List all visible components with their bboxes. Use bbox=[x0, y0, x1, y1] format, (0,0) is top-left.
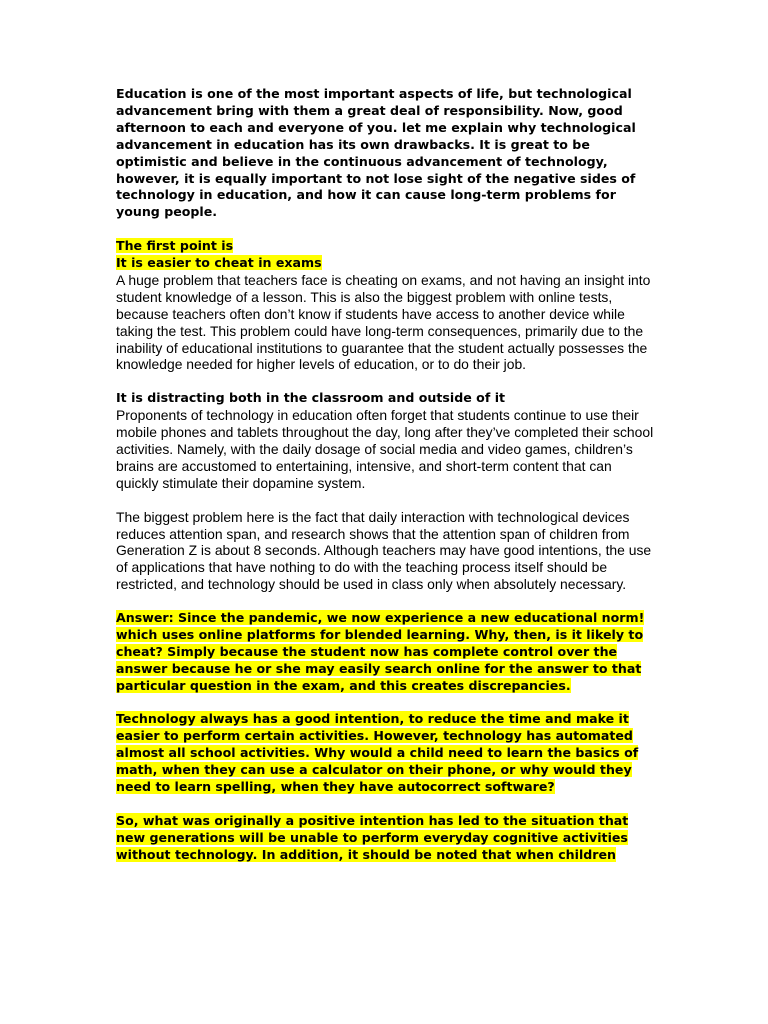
paragraph-spacer bbox=[116, 796, 656, 813]
technology-paragraph bbox=[116, 711, 656, 796]
second-point-heading bbox=[116, 390, 656, 407]
first-point-heading-text: It is easier to cheat in exams bbox=[116, 255, 322, 271]
second-point-body bbox=[116, 407, 656, 492]
first-point-label-text: The first point is bbox=[116, 238, 234, 254]
paragraph-spacer bbox=[116, 695, 656, 712]
paragraph-spacer bbox=[116, 221, 656, 238]
conclusion-paragraph bbox=[116, 813, 656, 864]
first-point-body-text: A huge problem that teachers face is cheating on exams, and not having an insight into student knowledge of a lesson. This is also the biggest problem with online tests, because teachers often don’t know if students have access to another device while taking the test. This problem could have long-term consequences, primarily due to the inability of educational institutions to guarantee that the student actually possesses the knowledge needed for higher levels of education, or to do their job. bbox=[116, 271, 651, 373]
document-page bbox=[116, 86, 656, 864]
first-point-heading bbox=[116, 255, 656, 272]
second-point-body2-text: The biggest problem here is the fact that daily interaction with technological devices reduces attention span, and research shows that the attention span of children from Generation Z is about 8 seconds. Although teachers may have good intentions, the use of applications that have nothing to do with the teaching process itself should be restricted, and technology should be used in class only when absolutely necessary. bbox=[116, 508, 652, 593]
intro-paragraph bbox=[116, 86, 656, 221]
second-point-body-continued bbox=[116, 509, 656, 594]
answer-text: Answer: Since the pandemic, we now experience a new educational norm! which uses online platforms for blended learning. Why, then, is it likely to cheat? Simply because the student now has complete control over the answer because he or she may easily search online for the answer to that particular question in the exam, and this creates discrepancies. bbox=[116, 610, 645, 693]
first-point-body bbox=[116, 272, 656, 373]
first-point-label bbox=[116, 238, 656, 255]
paragraph-spacer bbox=[116, 492, 656, 509]
paragraph-spacer bbox=[116, 593, 656, 610]
paragraph-spacer bbox=[116, 373, 656, 390]
second-point-body-text: Proponents of technology in education often forget that students continue to use their mobile phones and tablets throughout the day, long after they’ve completed their school activities. Namely, with the daily dosage of social media and video games, children’s brains are accustomed to entertaining, intensive, and short-term content that can quickly stimulate their dopamine system. bbox=[116, 407, 654, 491]
answer-paragraph bbox=[116, 610, 656, 695]
technology-text: Technology always has a good intention, to reduce the time and make it easier to perform certain activities. However, technology has automated almost all school activities. Why would a child need to learn the basics of math, when they can use a calculator on their phone, or why would they need to learn spelling, when they have autocorrect software? bbox=[116, 711, 639, 795]
intro-text: Education is one of the most important aspects of life, but technological advancement bring with them a great deal of responsibility. Now, good afternoon to each and everyone of you. let me explain why technological advancement in education has its own drawbacks. It is great to be optimistic and believe in the continuous advancement of technology, however, it is equally important to not lose sight of the negative sides of technology in education, and how it can cause long-term problems for young people. bbox=[116, 86, 636, 220]
conclusion-text: So, what was originally a positive intention has led to the situation that new generations will be unable to perform everyday cognitive activities without technology. In addition, it should be noted that when children bbox=[116, 812, 629, 862]
second-point-heading-text: It is distracting both in the classroom and outside of it bbox=[116, 390, 506, 406]
